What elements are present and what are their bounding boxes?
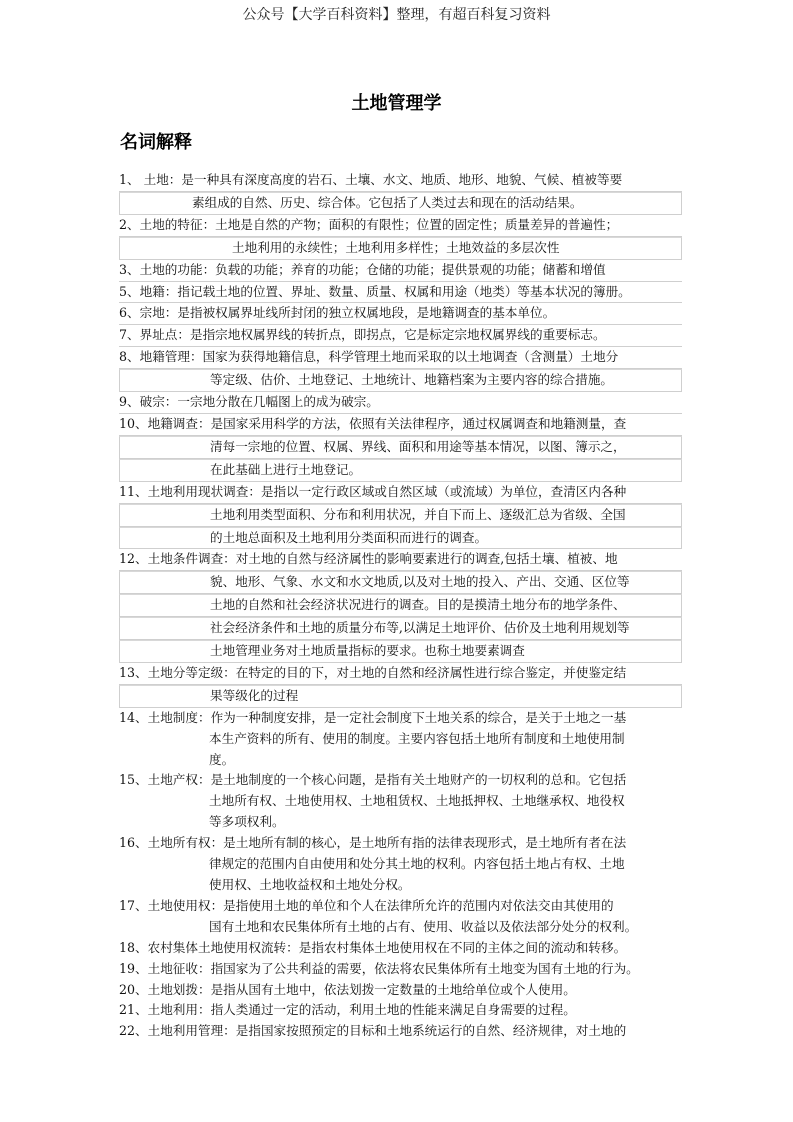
definition-entry [119,833,682,896]
definition-entry [119,260,682,282]
definition-line: 9、破宗：一宗地分散在几幅图上的成为破宗。 [119,392,682,414]
definition-continuation: 貌、地形、气象、水文和水文地质,以及对土地的投入、产出、交通、区位等 [119,571,682,594]
definition-line: 5、地籍：指记载土地的位置、界址、数量、质量、权属和用途（地类）等基本状况的簿册。 [119,282,682,304]
definition-line: 11、土地利用现状调查：是指以一定行政区域或自然区域（或流域）为单位，查清区内各种 [119,482,682,504]
definition-entry [119,215,682,260]
definition-line: 22、土地利用管理：是指国家按照预定的目标和土地系统运行的自然、经济规律，对土地的 [119,1023,627,1039]
definition-entry [119,663,682,708]
definition-line: 10、地籍调查：是国家采用科学的方法，依照有关法律程序，通过权属调查和地籍测量，查 [119,414,682,436]
definition-entry [119,347,682,392]
definition-line: 15、土地产权：是土地制度的一个核心问题，是指有关土地财产的一切权利的总和。它包括 [119,772,627,788]
definition-continuation: 土地利用的永续性；土地利用多样性；土地效益的多层次性 [119,237,682,260]
document-title: 土地管理学 [351,93,442,114]
definition-entry [119,549,682,663]
definition-continuation: 土地利用类型面积、分布和利用状况，并自下而上、逐级汇总为省级、全国 [119,504,682,527]
definition-entry [119,896,682,938]
definition-line: 21、土地利用：指人类通过一定的活动，利用土地的性能来满足自身需要的过程。 [119,1002,576,1018]
definition-line: 20、土地划拨：是指从国有土地中，依法划拨一定数量的土地给单位或个人使用。 [119,981,576,997]
definition-entry [119,1021,682,1042]
definition-continuation: 本生产资料的所有、使用的制度。主要内容包括土地所有制度和土地使用制 [209,730,625,746]
definition-continuation: 等多项权利。 [209,814,285,830]
definition-entry [119,392,682,414]
definition-continuation: 度。 [209,751,235,767]
definition-continuation: 国有土地和农民集体所有土地的占有、使用、收益以及依法部分处分的权利。 [209,918,638,934]
definition-continuation: 土地所有权、土地使用权、土地租赁权、土地抵押权、土地继承权、地役权 [209,793,625,809]
definition-line: 14、土地制度：作为一种制度安排，是一定社会制度下土地关系的综合，是关于土地之一基 [119,709,627,725]
definition-line: 1、 土地：是一种具有深度高度的岩石、土壤、水文、地质、地形、地貌、气候、植被等要 [119,170,682,192]
definition-continuation: 使用权、土地收益权和土地处分权。 [209,877,411,892]
definition-continuation: 在此基础上进行土地登记。 [119,459,682,482]
definition-entry [119,282,682,304]
definition-entry [119,303,682,325]
definition-list [119,170,682,1042]
definition-continuation: 土地的自然和社会经济状况进行的调查。目的是摸清土地分布的地学条件、 [119,594,682,617]
definition-continuation: 土地管理业务对土地质量指标的要求。也称土地要素调查 [119,640,682,663]
definition-line: 2、土地的特征：土地是自然的产物；面积的有限性；位置的固定性；质量差异的普遍性； [119,215,682,237]
definition-line: 18、农村集体土地使用权流转：是指农村集体土地使用权在不同的主体之间的流动和转移。 [119,939,627,955]
definition-line: 16、土地所有权：是土地所有制的核心，是土地所有指的法律表现形式，是土地所有者在法 [119,835,627,851]
definition-continuation: 等定级、估价、土地登记、土地统计、地籍档案为主要内容的综合措施。 [119,369,682,392]
definition-line: 7、界址点：是指宗地权属界线的转折点，即拐点，它是标定宗地权属界线的重要标志。 [119,325,682,347]
definition-continuation: 社会经济条件和土地的质量分布等,以满足土地评价、估价及土地利用规划等 [119,617,682,640]
definition-entry [119,325,682,347]
definition-line: 19、土地征收：指国家为了公共利益的需要，依法将农民集体所有土地变为国有土地的行为。 [119,960,639,976]
definition-entry [119,170,682,215]
definition-entry [119,980,682,1001]
definition-entry [119,770,682,833]
definition-continuation: 的土地总面积及土地利用分类面积而进行的调查。 [119,527,682,550]
definition-entry [119,482,682,550]
definition-line: 3、土地的功能：负载的功能；养育的功能；仓储的功能；提供景观的功能；储蓄和增值 [119,260,682,282]
page-header: 公众号【大学百科资料】整理，有超百科复习资料 [242,7,551,23]
definition-entry [119,938,682,959]
definition-continuation: 素组成的自然、历史、综合体。它包括了人类过去和现在的活动结果。 [119,192,682,215]
definition-line: 13、土地分等定级：在特定的目的下，对土地的自然和经济属性进行综合鉴定，并使鉴定结 [119,663,682,685]
definition-entry [119,1000,682,1021]
definition-entry [119,414,682,482]
definition-continuation: 清每一宗地的位置、权属、界线、面积和用途等基本情况，以图、簿示之， [119,436,682,459]
definition-entry [119,708,682,771]
definition-line: 8、地籍管理：国家为获得地籍信息，科学管理土地而采取的以土地调查（含测量）土地分 [119,347,682,369]
section-title: 名词解释 [120,132,192,153]
definition-entry [119,959,682,980]
definition-continuation: 律规定的范围内自由使用和处分其土地的权利。内容包括土地占有权、土地 [209,856,625,872]
definition-line: 6、宗地：是指被权属界址线所封闭的独立权属地段，是地籍调查的基本单位。 [119,303,682,325]
definition-continuation: 果等级化的过程 [119,685,682,708]
definition-line: 17、土地使用权：是指使用土地的单位和个人在法律所允许的范围内对依法交由其使用的 [119,897,614,913]
definition-line: 12、土地条件调查：对土地的自然与经济属性的影响要素进行的调查,包括土壤、植被、地 [119,549,682,571]
